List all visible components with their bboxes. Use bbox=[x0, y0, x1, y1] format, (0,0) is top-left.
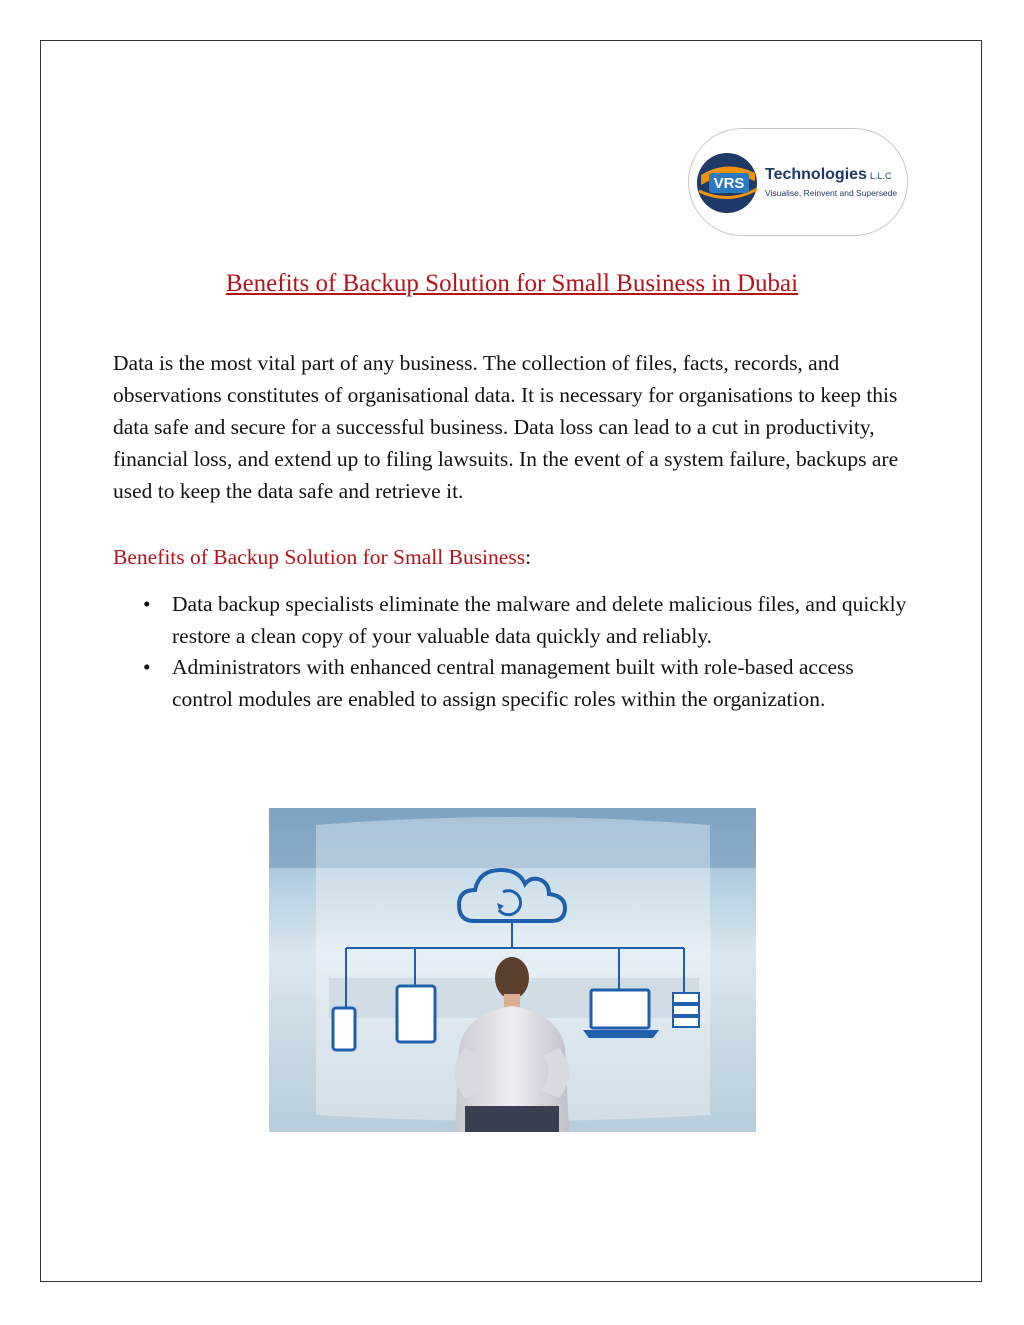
cloud-backup-illustration bbox=[269, 808, 756, 1132]
section-heading-colon: : bbox=[525, 545, 532, 569]
bullet-icon: • bbox=[143, 655, 151, 679]
logo-tagline: Visualise, Reinvent and Supersede bbox=[765, 188, 898, 198]
company-logo bbox=[688, 128, 908, 236]
tablet-icon bbox=[397, 986, 435, 1042]
list-item-text: Data backup specialists eliminate the malware and delete malicious files, and quickly restore a clean copy of your valuable data quickly and reliably. bbox=[172, 592, 907, 648]
list-item bbox=[113, 652, 913, 715]
phone-icon bbox=[333, 1008, 355, 1050]
intro-paragraph: Data is the most vital part of any business. The collection of files, facts, records, and observations constitutes of organisational data. It is necessary for organisations to keep this data safe and secure for a successful business. Data loss can lead to a cut in productivity, financial loss, and extend up to filing lawsuits. In the event of a system failure, backups are used to keep the data safe and retrieve it. bbox=[113, 351, 899, 503]
bullet-icon: • bbox=[143, 592, 151, 616]
document-title: Benefits of Backup Solution for Small Business in Dubai bbox=[225, 270, 799, 297]
list-item bbox=[113, 589, 913, 652]
logo-brand-suffix: L.L.C bbox=[869, 171, 892, 181]
server-icon bbox=[673, 993, 699, 1027]
logo-monogram: VRS bbox=[713, 175, 745, 192]
benefits-list bbox=[113, 589, 913, 715]
logo-brand-text bbox=[765, 166, 891, 184]
laptop-icon bbox=[583, 990, 659, 1038]
list-item-text: Administrators with enhanced central management built with role-based access control modules are enabled to assign specific roles within the organization. bbox=[172, 655, 854, 711]
logo-brand-name: Technologies bbox=[765, 166, 867, 183]
section-heading-text: Benefits of Backup Solution for Small Business bbox=[113, 545, 526, 569]
section-heading bbox=[113, 545, 531, 570]
